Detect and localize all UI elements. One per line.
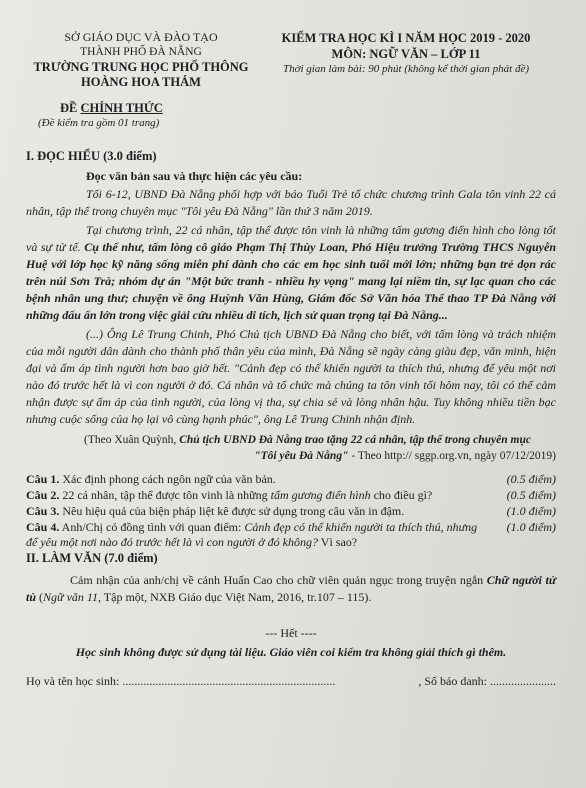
official-label <box>60 100 556 116</box>
exam-info-block <box>256 30 556 90</box>
writing-work-title: Chữ người tử tù <box>26 573 557 604</box>
school-type: TRƯỜNG TRUNG HỌC PHỔ THÔNG <box>33 60 249 74</box>
official-chinh-thuc: CHÍNH THỨC <box>80 101 163 115</box>
exam-title: KIỂM TRA HỌC KÌ I NĂM HỌC 2019 - 2020 <box>281 31 531 45</box>
source-line-2 <box>84 448 556 464</box>
question-list <box>26 472 556 550</box>
question-1-text: Xác định phong cách ngôn ngữ của văn bản. <box>59 472 276 486</box>
question-3 <box>26 504 556 519</box>
question-2-text-b: cho điều gì? <box>370 488 433 502</box>
end-marker: --- Hết ---- <box>265 626 317 640</box>
writing-text-a: Cảm nhận của anh/chị về cảnh Huấn Cao cho chữ viên quản ngục trong truyện ngắn <box>70 573 487 587</box>
question-3-points: (1.0 điểm) <box>506 504 556 518</box>
question-1-points: (0.5 điểm) <box>506 472 556 486</box>
question-2-points: (0.5 điểm) <box>506 488 556 502</box>
source-suffix: - Theo http:// sggp.org.vn, ngày 07/12/2019) <box>348 450 556 462</box>
exam-subject: MÔN: NGỮ VĂN – LỚP 11 <box>331 47 481 61</box>
exam-header <box>26 30 556 90</box>
section-reading-title: I. ĐỌC HIỂU (3.0 điểm) <box>26 149 157 163</box>
question-1 <box>26 472 556 487</box>
question-2-label: Câu 2. <box>26 488 60 502</box>
writing-text-c: , Tập một, NXB Giáo dục Việt Nam, 2016, tr.107 – 115). <box>98 590 372 604</box>
writing-prompt <box>26 572 556 606</box>
section-writing-title: II. LÀM VĂN (7.0 điểm) <box>26 551 158 565</box>
reading-instruction: Đọc văn bản sau và thực hiện các yêu cầu: <box>86 169 303 183</box>
question-2 <box>26 488 556 503</box>
question-4-points: (1.0 điểm) <box>506 520 556 534</box>
passage-paragraph-2 <box>26 222 556 324</box>
source-prefix: (Theo Xuân Quỳnh, <box>84 434 180 446</box>
question-3-text: Nêu hiệu quả của biện pháp liệt kê được sử dụng trong câu văn in đậm. <box>59 504 405 518</box>
passage-p2-start: Tại chương trình, 22 cá nhân, tập thể được tôn vinh là những tấm gương điển hình cho lòng tốt và sự tử tế. <box>26 223 556 254</box>
question-4 <box>26 520 556 550</box>
official-de: ĐỀ <box>60 101 81 115</box>
passage-source <box>84 432 556 464</box>
question-4-label: Câu 4. <box>26 520 60 534</box>
source-title-1: Chủ tịch UBND Đà Nẵng trao tặng 22 cá nhân, tập thể trong chuyên mục <box>179 434 531 446</box>
source-line-1 <box>84 432 556 448</box>
school-block <box>26 30 256 90</box>
writing-text-b: ( <box>36 590 44 604</box>
student-fields <box>26 674 556 689</box>
city-name: THÀNH PHỐ ĐÀ NẴNG <box>80 46 202 58</box>
exam-rules-note: Học sinh không được sử dụng tài liệu. Giáo viên coi kiểm tra không giải thích gì thêm. <box>75 645 507 659</box>
question-4-text-italic: Cảnh đẹp có thể khiến người ta thích thú, nhưng để yêu một nơi nào đó trước hết là vì con người ở đó không? <box>26 520 478 549</box>
question-4-text-a: Anh/Chị có đồng tình với quan điểm: <box>59 520 245 534</box>
exam-time: Thời gian làm bài: 90 phút (không kể thời gian phát đề) <box>282 63 530 75</box>
passage-paragraph-1: Tối 6-12, UBND Đà Nẵng phối hợp với báo Tuổi Trẻ tổ chức chương trình Gala tôn vinh 22 cá nhân, tập thể trong chuyên mục "Tôi yêu Đà Nẵng" lần thứ 3 năm 2019. <box>26 187 556 218</box>
question-4-text-b: Vì sao? <box>318 535 358 549</box>
source-title-2: "Tôi yêu Đà Nẵng" <box>254 450 349 462</box>
student-name-field: Họ và tên học sinh: ....................................................................... <box>26 674 336 688</box>
writing-book-title: Ngữ văn 11 <box>43 590 98 604</box>
question-2-text-italic: tấm gương điển hình <box>270 488 371 502</box>
student-id-field: , Số báo danh: ...................... <box>418 674 556 688</box>
question-1-label: Câu 1. <box>26 472 60 486</box>
page-count: (Đề kiểm tra gồm 01 trang) <box>38 117 160 129</box>
question-3-label: Câu 3. <box>26 504 60 518</box>
passage-p2-bold: Cụ thể như, tấm lòng cô giáo Phạm Thị Thùy Loan, Phó Hiệu trưởng Trường THCS Nguyễn Huệ với lớp học kỹ năng sống miễn phí dành cho các em học sinh tuổi mới lớn; những bạn trẻ dọn rác trên núi Sơn Trà; nhóm dự án "Một bức tranh - nhiều hy vọng" mang lại niềm tin, sự lạc quan cho các bệnh nhân ung thư; chuyện về ông Huỳnh Văn Hùng, Giám đốc Sở Văn hóa Thể thao TP Đà Nẵng với những dấu ấn lớn trong việc giải cứu nhiều di tích, lịch sử quan trọng tại Đà Nẵng... <box>26 240 556 322</box>
school-name: HOÀNG HOA THÁM <box>81 75 201 89</box>
department-name: SỞ GIÁO DỤC VÀ ĐÀO TẠO <box>64 30 218 44</box>
passage-paragraph-3: (...) Ông Lê Trung Chinh, Phó Chủ tịch UBND Đà Nẵng cho biết, với tấm lòng và trách nhiệm của mỗi người dân dành cho thành phố thân yêu của mình, Đà Nẵng sẽ ngày càng giàu đẹp, văn minh, hiện đại và ấm áp tình người hơn bao giờ hết. "Cảnh đẹp có thể khiến người ta thích thú, nhưng để yêu một nơi nào đó trước hết là vì con người ở đó. Cá nhân và tổ chức mà chúng ta tôn vinh tối hôm nay, tôi có thể cảm nhận được sự ấm áp của tình người, của lòng vị tha, sự chia sẻ và lòng nhân hậu. Tuy không nhiều tiền bạc nhưng cuộc sống của họ lại vô cùng hạnh phúc", ông Lê Trung Chinh nhận định. <box>26 327 556 426</box>
question-2-text-a: 22 cá nhân, tập thể được tôn vinh là những <box>59 488 271 502</box>
